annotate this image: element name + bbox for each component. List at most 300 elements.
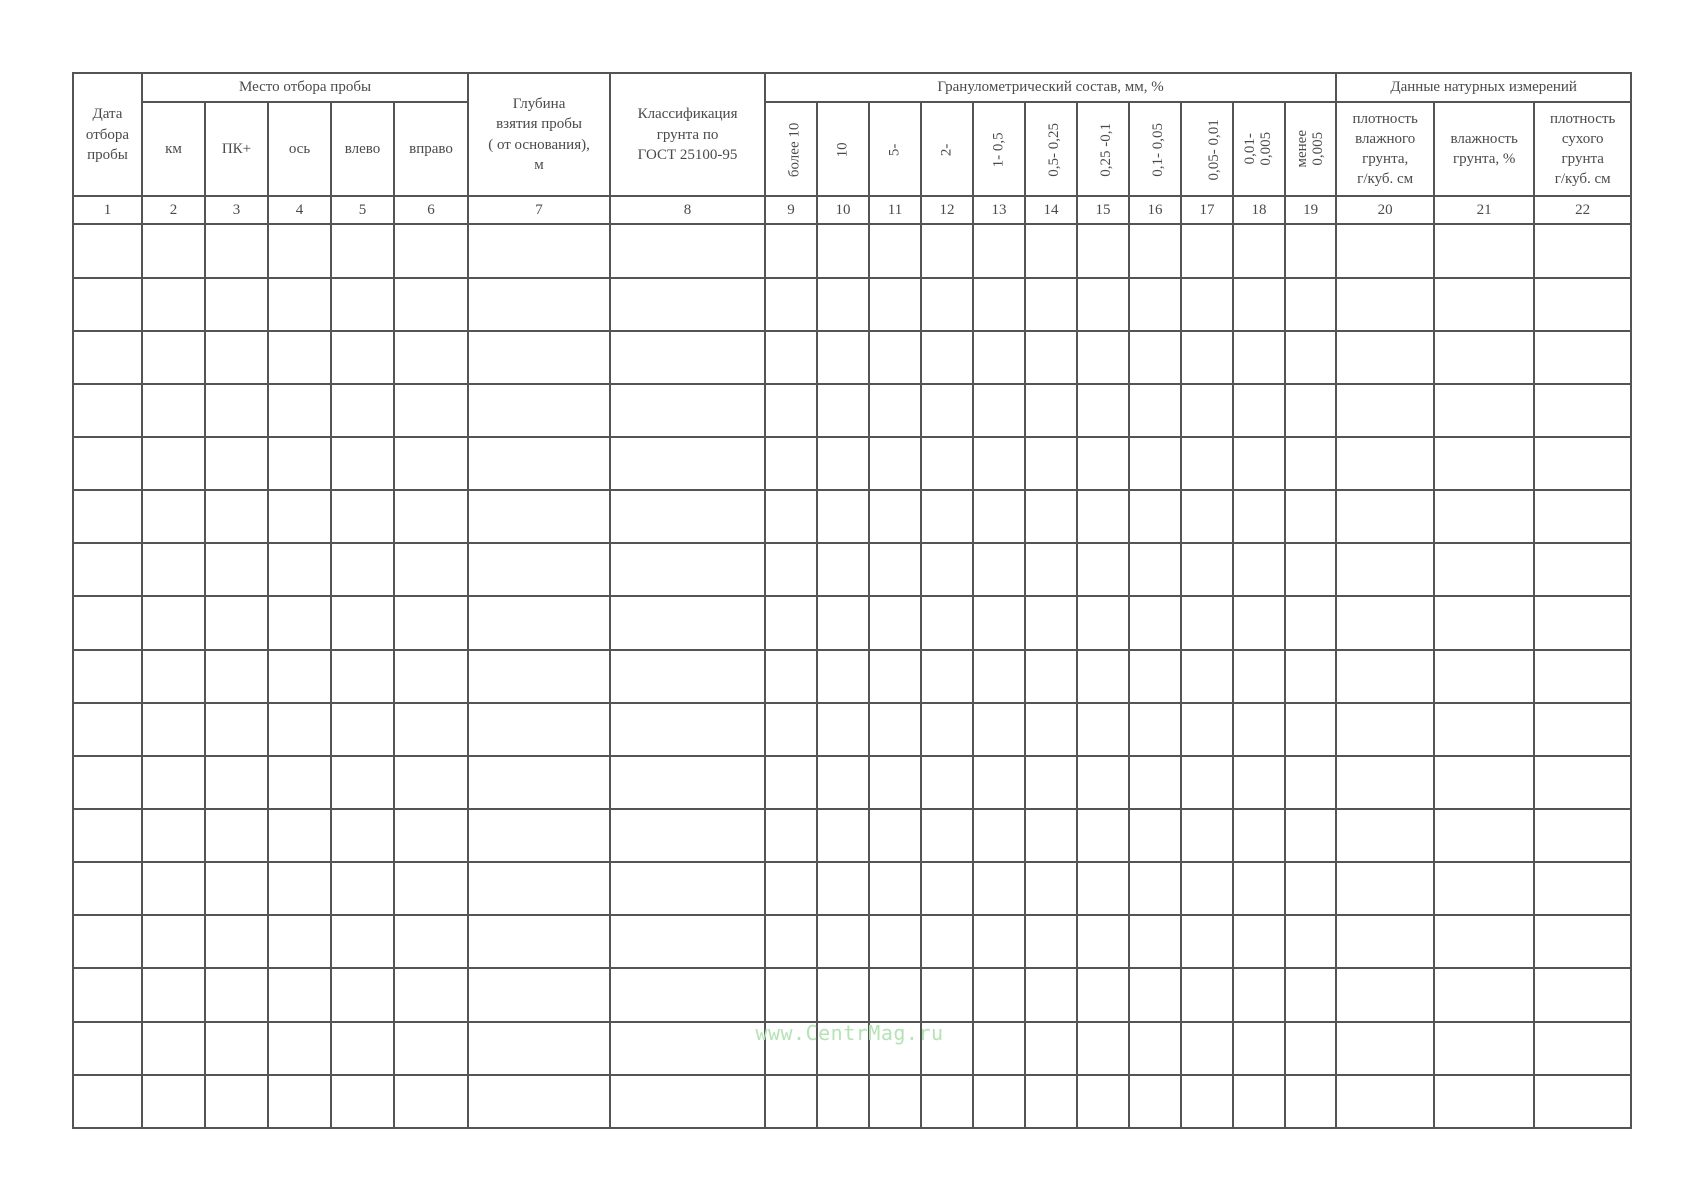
entry-cell	[1434, 968, 1534, 1021]
header-subcolumn-row	[73, 102, 1631, 196]
entry-cell	[142, 862, 205, 915]
entry-cell	[1025, 968, 1077, 1021]
entry-cell	[205, 809, 268, 862]
entry-cell	[973, 224, 1025, 277]
column-number: 4	[268, 196, 331, 224]
header-fraction-label: 0,1- 0,05	[1150, 123, 1167, 177]
entry-cell	[205, 543, 268, 596]
table-row	[73, 1075, 1631, 1128]
entry-cell	[973, 809, 1025, 862]
entry-cell	[1285, 862, 1336, 915]
entry-cell	[142, 224, 205, 277]
entry-cell	[331, 862, 394, 915]
entry-cell	[394, 490, 468, 543]
header-km: км	[142, 102, 205, 196]
column-number: 18	[1233, 196, 1285, 224]
header-fraction-label: 0,5- 0,25	[1046, 123, 1063, 177]
header-fraction-cell	[869, 102, 921, 196]
entry-cell	[205, 490, 268, 543]
header-classification: Классификация грунта по ГОСТ 25100-95	[610, 73, 765, 196]
entry-cell	[869, 331, 921, 384]
entry-cell	[610, 596, 765, 649]
entry-cell	[1129, 437, 1181, 490]
entry-cell	[1285, 1075, 1336, 1128]
column-number: 16	[1129, 196, 1181, 224]
entry-cell	[1129, 224, 1181, 277]
header-fraction-label: 2-	[938, 143, 955, 157]
column-number: 2	[142, 196, 205, 224]
entry-cell	[1534, 915, 1631, 968]
entry-cell	[817, 596, 869, 649]
table-row	[73, 437, 1631, 490]
entry-cell	[817, 543, 869, 596]
entry-cell	[1129, 650, 1181, 703]
entry-cell	[817, 703, 869, 756]
entry-cell	[869, 703, 921, 756]
entry-cell	[1129, 809, 1181, 862]
entry-cell	[765, 596, 817, 649]
entry-cell	[1434, 756, 1534, 809]
entry-cell	[142, 968, 205, 1021]
entry-cell	[73, 1075, 142, 1128]
entry-cell	[869, 1075, 921, 1128]
entry-cell	[1181, 862, 1233, 915]
entry-cell	[973, 437, 1025, 490]
entry-cell	[1434, 915, 1534, 968]
entry-cell	[973, 915, 1025, 968]
entry-cell	[1077, 543, 1129, 596]
table-row	[73, 756, 1631, 809]
entry-cell	[205, 224, 268, 277]
entry-cell	[869, 384, 921, 437]
entry-cell	[1434, 703, 1534, 756]
table-row	[73, 278, 1631, 331]
entry-cell	[331, 596, 394, 649]
entry-cell	[1336, 224, 1434, 277]
entry-cell	[1285, 809, 1336, 862]
entry-cell	[1434, 437, 1534, 490]
entry-cell	[1077, 437, 1129, 490]
column-number: 14	[1025, 196, 1077, 224]
header-dry-density: плотность сухого грунта г/куб. см	[1534, 102, 1631, 196]
entry-cell	[468, 543, 610, 596]
entry-cell	[1534, 331, 1631, 384]
entry-cell	[1233, 756, 1285, 809]
entry-cell	[869, 809, 921, 862]
entry-cell	[610, 809, 765, 862]
entry-cell	[394, 968, 468, 1021]
entry-cell	[142, 490, 205, 543]
table-row	[73, 862, 1631, 915]
entry-cell	[921, 278, 973, 331]
entry-cell	[468, 756, 610, 809]
entry-cell	[973, 703, 1025, 756]
entry-cell	[331, 224, 394, 277]
entry-cell	[1336, 756, 1434, 809]
entry-cell	[331, 543, 394, 596]
entry-cell	[869, 915, 921, 968]
table-row	[73, 703, 1631, 756]
entry-cell	[142, 756, 205, 809]
entry-cell	[268, 703, 331, 756]
entry-cell	[394, 756, 468, 809]
column-number: 12	[921, 196, 973, 224]
entry-cell	[1129, 278, 1181, 331]
column-number: 8	[610, 196, 765, 224]
column-number: 9	[765, 196, 817, 224]
entry-cell	[921, 543, 973, 596]
column-number: 5	[331, 196, 394, 224]
entry-cell	[1233, 543, 1285, 596]
header-fraction-label: менее 0,005	[1293, 129, 1326, 168]
entry-cell	[921, 490, 973, 543]
entry-cell	[1077, 703, 1129, 756]
entry-cell	[1181, 756, 1233, 809]
entry-cell	[205, 968, 268, 1021]
entry-cell	[1336, 862, 1434, 915]
entry-cell	[765, 278, 817, 331]
entry-cell	[73, 490, 142, 543]
table-row	[73, 650, 1631, 703]
entry-cell	[1077, 596, 1129, 649]
entry-cell	[765, 862, 817, 915]
entry-cell	[1285, 384, 1336, 437]
entry-cell	[1434, 809, 1534, 862]
entry-cell	[1336, 968, 1434, 1021]
entry-cell	[1534, 437, 1631, 490]
table-row	[73, 596, 1631, 649]
entry-cell	[1025, 278, 1077, 331]
entry-cell	[921, 650, 973, 703]
column-number: 20	[1336, 196, 1434, 224]
entry-cell	[394, 278, 468, 331]
entry-cell	[610, 384, 765, 437]
entry-cell	[1129, 968, 1181, 1021]
entry-cell	[468, 650, 610, 703]
entry-cell	[268, 331, 331, 384]
soil-sample-table	[72, 72, 1632, 1129]
entry-cell	[1181, 543, 1233, 596]
entry-cell	[817, 490, 869, 543]
entry-cell	[1534, 224, 1631, 277]
data-rows	[73, 224, 1631, 1128]
entry-cell	[1025, 224, 1077, 277]
entry-cell	[331, 809, 394, 862]
header-fraction-cell	[1233, 102, 1285, 196]
column-number: 3	[205, 196, 268, 224]
entry-cell	[331, 650, 394, 703]
entry-cell	[468, 703, 610, 756]
entry-cell	[1434, 650, 1534, 703]
entry-cell	[468, 862, 610, 915]
entry-cell	[268, 1075, 331, 1128]
entry-cell	[817, 384, 869, 437]
entry-cell	[765, 1075, 817, 1128]
entry-cell	[817, 756, 869, 809]
entry-cell	[468, 1075, 610, 1128]
entry-cell	[817, 862, 869, 915]
entry-cell	[921, 756, 973, 809]
entry-cell	[73, 331, 142, 384]
entry-cell	[1233, 596, 1285, 649]
entry-cell	[205, 596, 268, 649]
entry-cell	[973, 968, 1025, 1021]
entry-cell	[1025, 809, 1077, 862]
entry-cell	[869, 224, 921, 277]
entry-cell	[73, 915, 142, 968]
entry-cell	[331, 703, 394, 756]
entry-cell	[610, 1075, 765, 1128]
column-number: 11	[869, 196, 921, 224]
entry-cell	[765, 809, 817, 862]
entry-cell	[817, 1075, 869, 1128]
entry-cell	[331, 968, 394, 1021]
entry-cell	[1336, 915, 1434, 968]
entry-cell	[1285, 703, 1336, 756]
entry-cell	[1336, 437, 1434, 490]
entry-cell	[1025, 543, 1077, 596]
entry-cell	[468, 384, 610, 437]
table-row	[73, 384, 1631, 437]
table-row	[73, 224, 1631, 277]
entry-cell	[394, 384, 468, 437]
header-fraction-label: 10	[834, 142, 851, 158]
entry-cell	[1434, 543, 1534, 596]
header-fraction-cell	[1025, 102, 1077, 196]
entry-cell	[268, 756, 331, 809]
entry-cell	[869, 490, 921, 543]
entry-cell	[394, 331, 468, 384]
entry-cell	[331, 437, 394, 490]
entry-cell	[1534, 968, 1631, 1021]
entry-cell	[921, 703, 973, 756]
entry-cell	[205, 384, 268, 437]
entry-cell	[331, 1075, 394, 1128]
entry-cell	[869, 278, 921, 331]
entry-cell	[610, 862, 765, 915]
entry-cell	[1025, 862, 1077, 915]
entry-cell	[468, 331, 610, 384]
entry-cell	[268, 650, 331, 703]
header-fraction-label: 0,25 -0,1	[1098, 123, 1115, 177]
entry-cell	[921, 224, 973, 277]
header-fraction-cell	[973, 102, 1025, 196]
entry-cell	[1025, 490, 1077, 543]
entry-cell	[1181, 596, 1233, 649]
entry-cell	[331, 331, 394, 384]
entry-cell	[1181, 331, 1233, 384]
entry-cell	[205, 703, 268, 756]
entry-cell	[1129, 543, 1181, 596]
header-right: вправо	[394, 102, 468, 196]
entry-cell	[1077, 862, 1129, 915]
entry-cell	[1181, 490, 1233, 543]
entry-cell	[1233, 278, 1285, 331]
entry-cell	[268, 809, 331, 862]
header-fraction-label: 0,05- 0,01	[1205, 119, 1222, 181]
entry-cell	[1233, 809, 1285, 862]
header-depth: Глубина взятия пробы ( от основания), м	[468, 73, 610, 196]
entry-cell	[921, 384, 973, 437]
entry-cell	[205, 437, 268, 490]
entry-cell	[1434, 331, 1534, 384]
entry-cell	[1181, 650, 1233, 703]
table-row	[73, 915, 1631, 968]
entry-cell	[73, 809, 142, 862]
entry-cell	[142, 331, 205, 384]
entry-cell	[973, 331, 1025, 384]
header-fraction-cell	[817, 102, 869, 196]
entry-cell	[468, 596, 610, 649]
entry-cell	[142, 915, 205, 968]
entry-cell	[1285, 968, 1336, 1021]
entry-cell	[73, 224, 142, 277]
header-wet-density: плотность влажного грунта, г/куб. см	[1336, 102, 1434, 196]
entry-cell	[1129, 915, 1181, 968]
entry-cell	[205, 1075, 268, 1128]
column-number: 7	[468, 196, 610, 224]
header-pk: ПК+	[205, 102, 268, 196]
entry-cell	[1181, 437, 1233, 490]
entry-cell	[765, 490, 817, 543]
entry-cell	[268, 543, 331, 596]
header-moisture: влажность грунта, %	[1434, 102, 1534, 196]
entry-cell	[817, 331, 869, 384]
entry-cell	[1534, 384, 1631, 437]
entry-cell	[1285, 437, 1336, 490]
header-fraction-cell	[1129, 102, 1181, 196]
header-field-group: Данные натурных измерений	[1336, 73, 1631, 102]
entry-cell	[1129, 596, 1181, 649]
entry-cell	[73, 437, 142, 490]
entry-cell	[1233, 437, 1285, 490]
entry-cell	[973, 650, 1025, 703]
entry-cell	[921, 1075, 973, 1128]
entry-cell	[1434, 490, 1534, 543]
column-number-row	[73, 196, 1631, 224]
entry-cell	[1434, 384, 1534, 437]
entry-cell	[1285, 596, 1336, 649]
entry-cell	[610, 437, 765, 490]
header-fraction-cell	[1077, 102, 1129, 196]
entry-cell	[73, 278, 142, 331]
header-fraction-cell	[1181, 102, 1233, 196]
entry-cell	[268, 596, 331, 649]
entry-cell	[73, 650, 142, 703]
watermark: www.CentrMag.ru	[755, 1021, 944, 1045]
entry-cell	[73, 756, 142, 809]
entry-cell	[1534, 596, 1631, 649]
entry-cell	[869, 543, 921, 596]
entry-cell	[1336, 384, 1434, 437]
entry-cell	[1077, 915, 1129, 968]
header-fraction-cell	[1285, 102, 1336, 196]
entry-cell	[1534, 809, 1631, 862]
entry-cell	[973, 756, 1025, 809]
entry-cell	[394, 437, 468, 490]
entry-cell	[921, 968, 973, 1021]
entry-cell	[268, 915, 331, 968]
entry-cell	[1285, 331, 1336, 384]
entry-cell	[1181, 703, 1233, 756]
entry-cell	[1129, 1075, 1181, 1128]
entry-cell	[268, 968, 331, 1021]
entry-cell	[394, 915, 468, 968]
entry-cell	[921, 809, 973, 862]
entry-cell	[973, 862, 1025, 915]
entry-cell	[205, 278, 268, 331]
header-fraction-label: более 10	[786, 122, 803, 178]
entry-cell	[817, 915, 869, 968]
entry-cell	[610, 756, 765, 809]
entry-cell	[1534, 756, 1631, 809]
entry-cell	[765, 703, 817, 756]
entry-cell	[1336, 543, 1434, 596]
table-row	[73, 490, 1631, 543]
entry-cell	[1534, 543, 1631, 596]
entry-cell	[1025, 437, 1077, 490]
column-number: 19	[1285, 196, 1336, 224]
entry-cell	[610, 650, 765, 703]
entry-cell	[1025, 915, 1077, 968]
entry-cell	[1233, 224, 1285, 277]
entry-cell	[973, 490, 1025, 543]
entry-cell	[765, 331, 817, 384]
entry-cell	[468, 809, 610, 862]
entry-cell	[1077, 756, 1129, 809]
entry-cell	[1233, 650, 1285, 703]
header-fraction-cell	[921, 102, 973, 196]
entry-cell	[73, 968, 142, 1021]
entry-cell	[973, 384, 1025, 437]
entry-cell	[1181, 1075, 1233, 1128]
entry-cell	[921, 862, 973, 915]
entry-cell	[973, 1075, 1025, 1128]
entry-cell	[1336, 490, 1434, 543]
header-date: Дата отбора пробы	[73, 73, 142, 196]
column-number: 10	[817, 196, 869, 224]
header-group-row	[73, 73, 1631, 102]
entry-cell	[1434, 224, 1534, 277]
entry-cell	[331, 384, 394, 437]
entry-cell	[1233, 915, 1285, 968]
entry-cell	[1025, 384, 1077, 437]
entry-cell	[1025, 596, 1077, 649]
entry-cell	[973, 596, 1025, 649]
entry-cell	[1534, 1075, 1631, 1128]
entry-cell	[1534, 278, 1631, 331]
entry-cell	[142, 703, 205, 756]
entry-cell	[1129, 331, 1181, 384]
entry-cell	[1077, 384, 1129, 437]
entry-cell	[394, 1075, 468, 1128]
entry-cell	[869, 968, 921, 1021]
entry-cell	[1233, 384, 1285, 437]
entry-cell	[394, 862, 468, 915]
header-fraction-cell	[765, 102, 817, 196]
entry-cell	[1181, 968, 1233, 1021]
entry-cell	[869, 756, 921, 809]
entry-cell	[331, 490, 394, 543]
entry-cell	[142, 437, 205, 490]
entry-cell	[394, 809, 468, 862]
entry-cell	[610, 915, 765, 968]
entry-cell	[765, 437, 817, 490]
entry-cell	[1285, 224, 1336, 277]
entry-cell	[1434, 278, 1534, 331]
header-left: влево	[331, 102, 394, 196]
entry-cell	[1129, 703, 1181, 756]
